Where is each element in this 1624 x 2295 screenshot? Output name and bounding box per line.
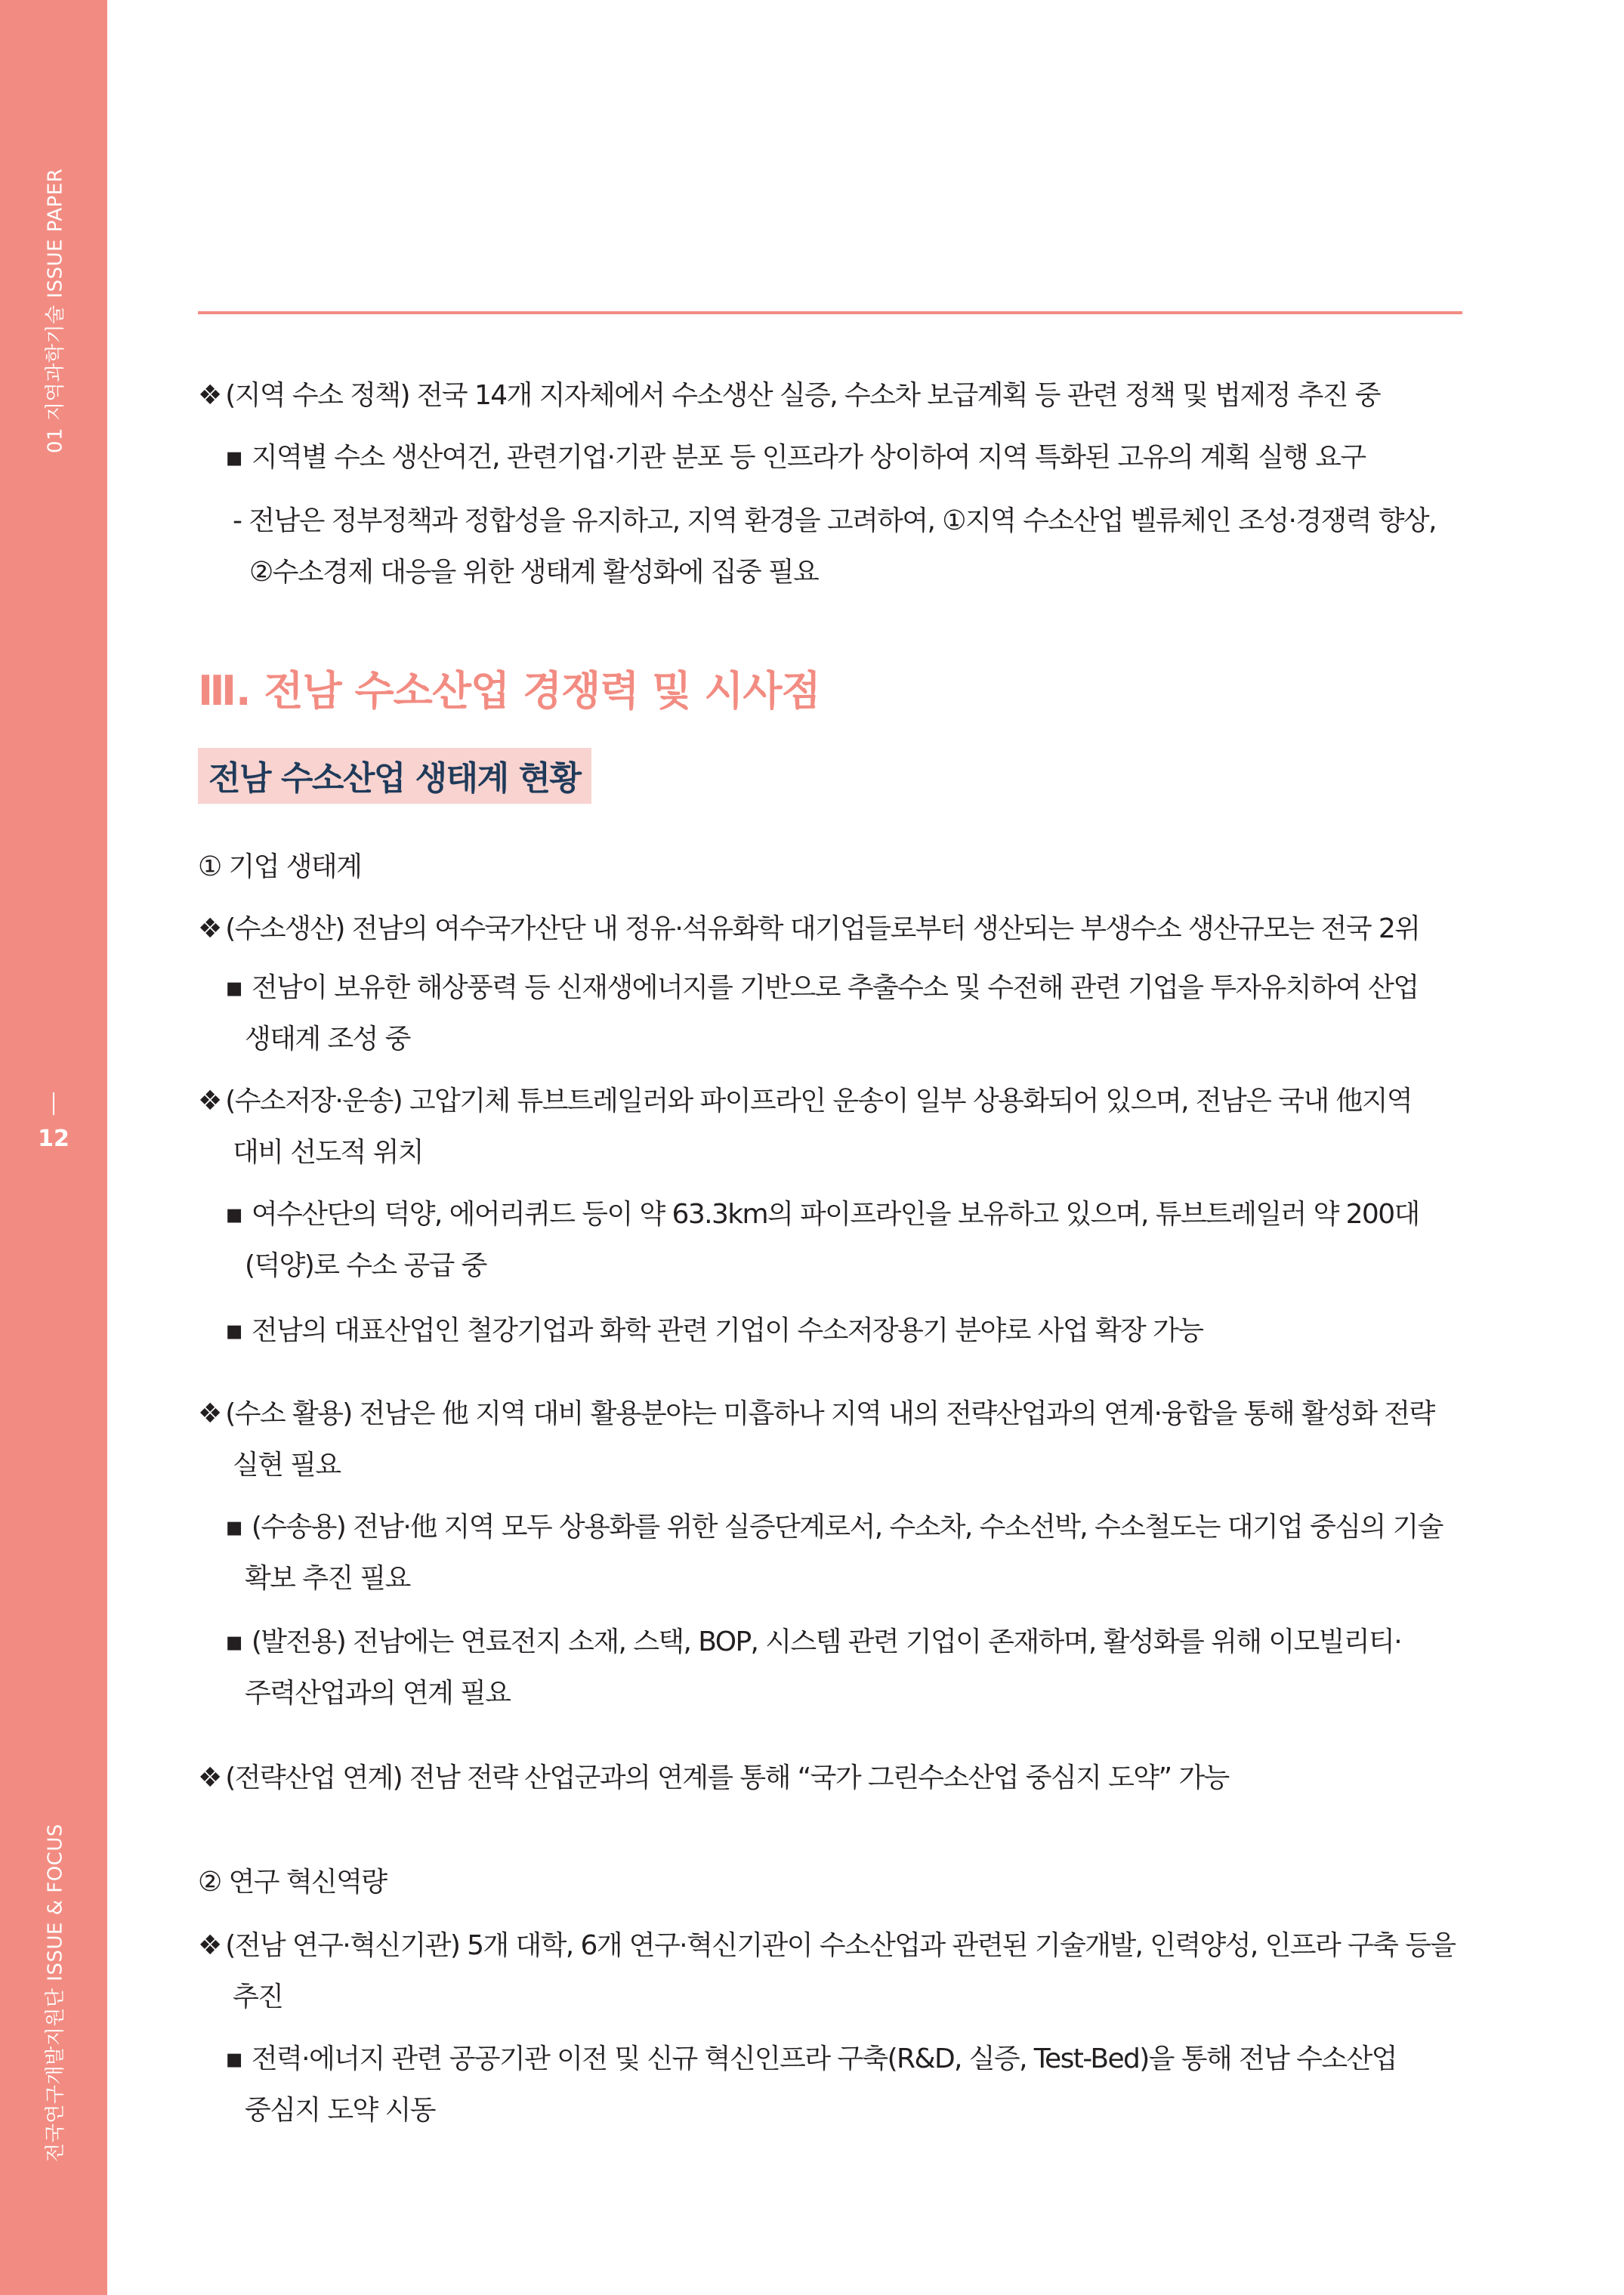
page-number: 12 <box>38 1126 69 1152</box>
page-number-divider <box>53 1092 54 1115</box>
list-item: ▪ 여수산단의 덕양, 에어리퀴드 등이 약 63.3km의 파이프라인을 보유하고 있으며, 튜브트레일러 약 200대 <box>225 1199 1419 1230</box>
list-item: ❖ (전략산업 연계) 전남 전략 산업군과의 연계를 통해 “국가 그린수소산업 중심지 도약” 가능 <box>198 1762 1229 1793</box>
square-bullet-icon: ▪ <box>225 2043 242 2074</box>
list-item-continuation: 주력산업과의 연계 필요 <box>245 1678 511 1709</box>
list-item: - 전남은 정부정책과 정합성을 유지하고, 지역 환경을 고려하여, ①지역 수소산업 벨류체인 조성·경쟁력 향상, <box>233 505 1436 536</box>
section-heading: Ⅲ. 전남 수소산업 경쟁력 및 시사점 <box>198 667 820 715</box>
list-item-continuation: 확보 추진 필요 <box>245 1563 410 1594</box>
list-item-continuation: (덕양)로 수소 공급 중 <box>245 1250 486 1281</box>
square-bullet-icon: ▪ <box>225 1512 242 1543</box>
square-bullet-icon: ▪ <box>225 972 242 1003</box>
square-bullet-icon: ▪ <box>225 1199 242 1230</box>
diamond-bullet-icon: ❖ <box>198 1086 223 1117</box>
diamond-bullet-icon: ❖ <box>198 1762 223 1793</box>
subsection-heading: 전남 수소산업 생태계 현황 <box>198 748 591 804</box>
square-bullet-icon: ▪ <box>225 1626 242 1657</box>
sidebar <box>0 0 107 2295</box>
sidebar-publication-title: 01 지역과학기술 ISSUE PAPER <box>44 168 67 453</box>
list-item-continuation: ②수소경제 대응을 위한 생태계 활성화에 집중 필요 <box>249 557 819 588</box>
list-item: ▪ 전력·에너지 관련 공공기관 이전 및 신규 혁신인프라 구축(R&D, 실증, Test-Bed)을 통해 전남 수소산업 <box>225 2043 1397 2074</box>
list-item: ▪ (발전용) 전남에는 연료전지 소재, 스택, BOP, 시스템 관련 기업이 존재하며, 활성화를 위해 이모빌리티· <box>225 1626 1402 1657</box>
sidebar-publisher: 전국연구개발지원단 ISSUE & FOCUS <box>44 1824 67 2162</box>
diamond-bullet-icon: ❖ <box>198 1930 223 1961</box>
part-heading: ① 기업 생태계 <box>198 851 362 882</box>
part-heading: ② 연구 혁신역량 <box>198 1867 387 1898</box>
list-item-continuation: 대비 선도적 위치 <box>233 1137 423 1168</box>
diamond-bullet-icon: ❖ <box>198 380 223 411</box>
header-rule <box>198 311 1462 314</box>
list-item-continuation: 실현 필요 <box>233 1450 341 1481</box>
list-item: ▪ 지역별 수소 생산여건, 관련기업·기관 분포 등 인프라가 상이하여 지역 특화된 고유의 계획 실행 요구 <box>225 442 1366 473</box>
list-item: ▪ (수송용) 전남·他 지역 모두 상용화를 위한 실증단계로서, 수소차, 수소선박, 수소철도는 대기업 중심의 기술 <box>225 1512 1443 1543</box>
list-item: ▪ 전남이 보유한 해상풍력 등 신재생에너지를 기반으로 추출수소 및 수전해 관련 기업을 투자유치하여 산업 <box>225 972 1419 1003</box>
list-item-continuation: 중심지 도약 시동 <box>245 2095 435 2126</box>
diamond-bullet-icon: ❖ <box>198 1398 223 1429</box>
list-item: ❖ (수소저장·운송) 고압기체 튜브트레일러와 파이프라인 운송이 일부 상용화되어 있으며, 전남은 국내 他지역 <box>198 1086 1413 1117</box>
list-item: ❖ (전남 연구·혁신기관) 5개 대학, 6개 연구·혁신기관이 수소산업과 관련된 기술개발, 인력양성, 인프라 구축 등을 <box>198 1930 1456 1961</box>
list-item: ❖ (지역 수소 정책) 전국 14개 지자체에서 수소생산 실증, 수소차 보급계획 등 관련 정책 및 법제정 추진 중 <box>198 380 1380 411</box>
square-bullet-icon: ▪ <box>225 442 242 473</box>
square-bullet-icon: ▪ <box>225 1315 242 1346</box>
diamond-bullet-icon: ❖ <box>198 913 223 944</box>
list-item: ❖ (수소 활용) 전남은 他 지역 대비 활용분야는 미흡하나 지역 내의 전략산업과의 연계·융합을 통해 활성화 전략 <box>198 1398 1434 1429</box>
list-item: ❖ (수소생산) 전남의 여수국가산단 내 정유·석유화학 대기업들로부터 생산되는 부생수소 생산규모는 전국 2위 <box>198 913 1420 944</box>
list-item: ▪ 전남의 대표산업인 철강기업과 화학 관련 기업이 수소저장용기 분야로 사업 확장 가능 <box>225 1315 1203 1346</box>
list-item-continuation: 추진 <box>233 1981 283 2012</box>
list-item-continuation: 생태계 조성 중 <box>245 1024 410 1055</box>
